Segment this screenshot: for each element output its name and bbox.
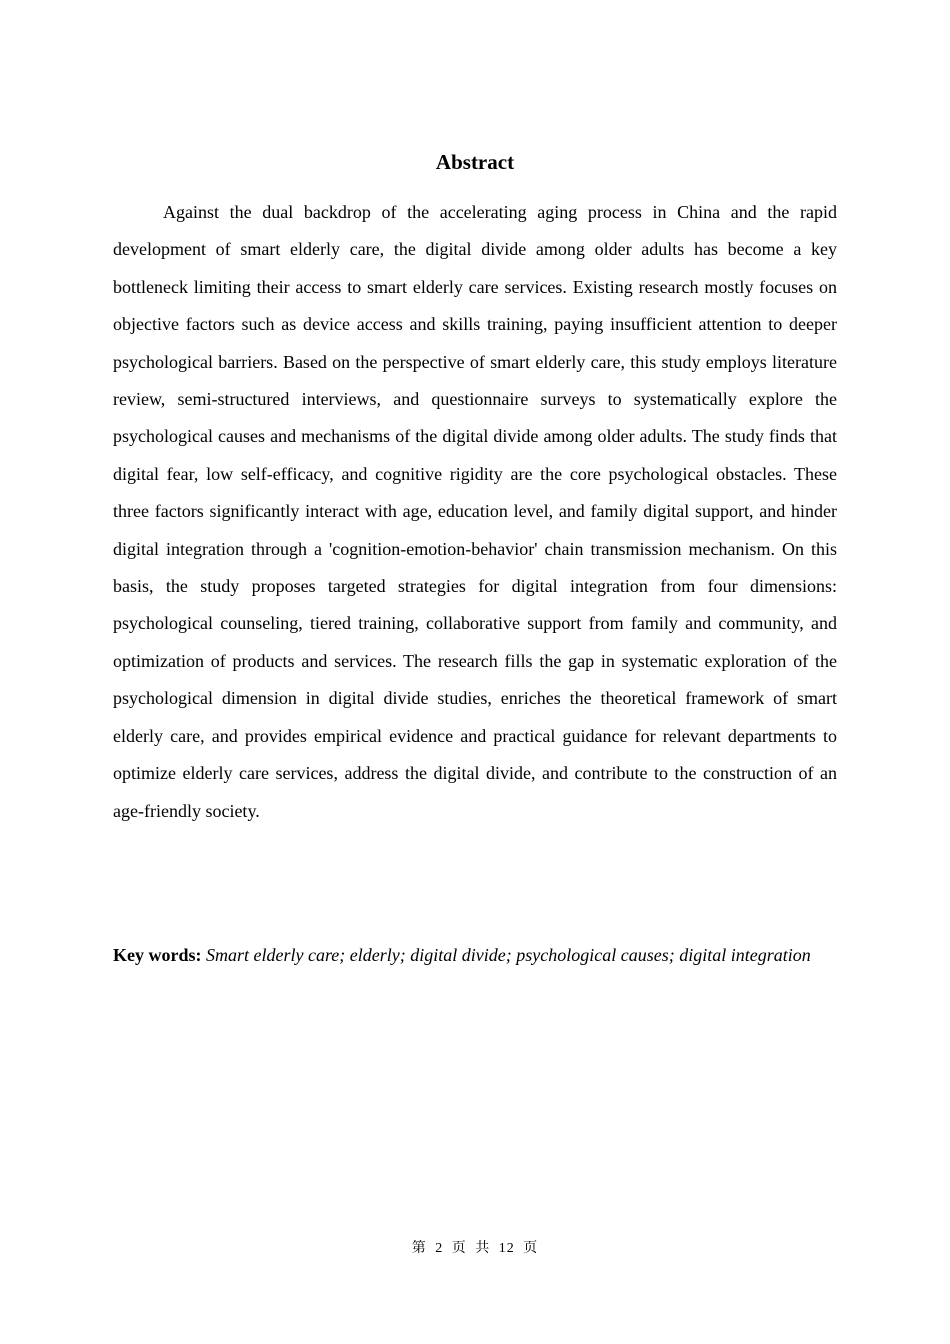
keywords-line — [113, 943, 837, 968]
abstract-paragraph: Against the dual backdrop of the accelerating aging process in China and the rapid development of smart elderly care, the digital divide among older adults has become a key bottleneck limiting their access to smart elderly care services. Existing research mostly focuses on objective factors such as device access and skills training, paying insufficient attention to deeper psychological barriers. Based on the perspective of smart elderly care, this study employs literature review, semi-structured interviews, and questionnaire surveys to systematically explore the psychological causes and mechanisms of the digital divide among older adults. The study finds that digital fear, low self-efficacy, and cognitive rigidity are the core psychological obstacles. These three factors significantly interact with age, education level, and family digital support, and hinder digital integration through a 'cognition-emotion-behavior' chain transmission mechanism. On this basis, the study proposes targeted strategies for digital integration from four dimensions: psychological counseling, tiered training, collaborative support from family and community, and optimization of products and services. The research fills the gap in systematic exploration of the psychological dimension in digital divide studies, enriches the theoretical framework of smart elderly care, and provides empirical evidence and practical guidance for relevant departments to optimize elderly care services, address the digital divide, and contribute to the construction of an age-friendly society. — [113, 202, 837, 821]
keywords-list: Smart elderly care; elderly; digital divide; psychological causes; digital integration — [206, 945, 811, 965]
keywords-label: Key words: — [113, 945, 202, 965]
page-number-footer: 第 2 页 共 12 页 — [411, 1241, 539, 1256]
abstract-heading: Abstract — [435, 150, 515, 174]
